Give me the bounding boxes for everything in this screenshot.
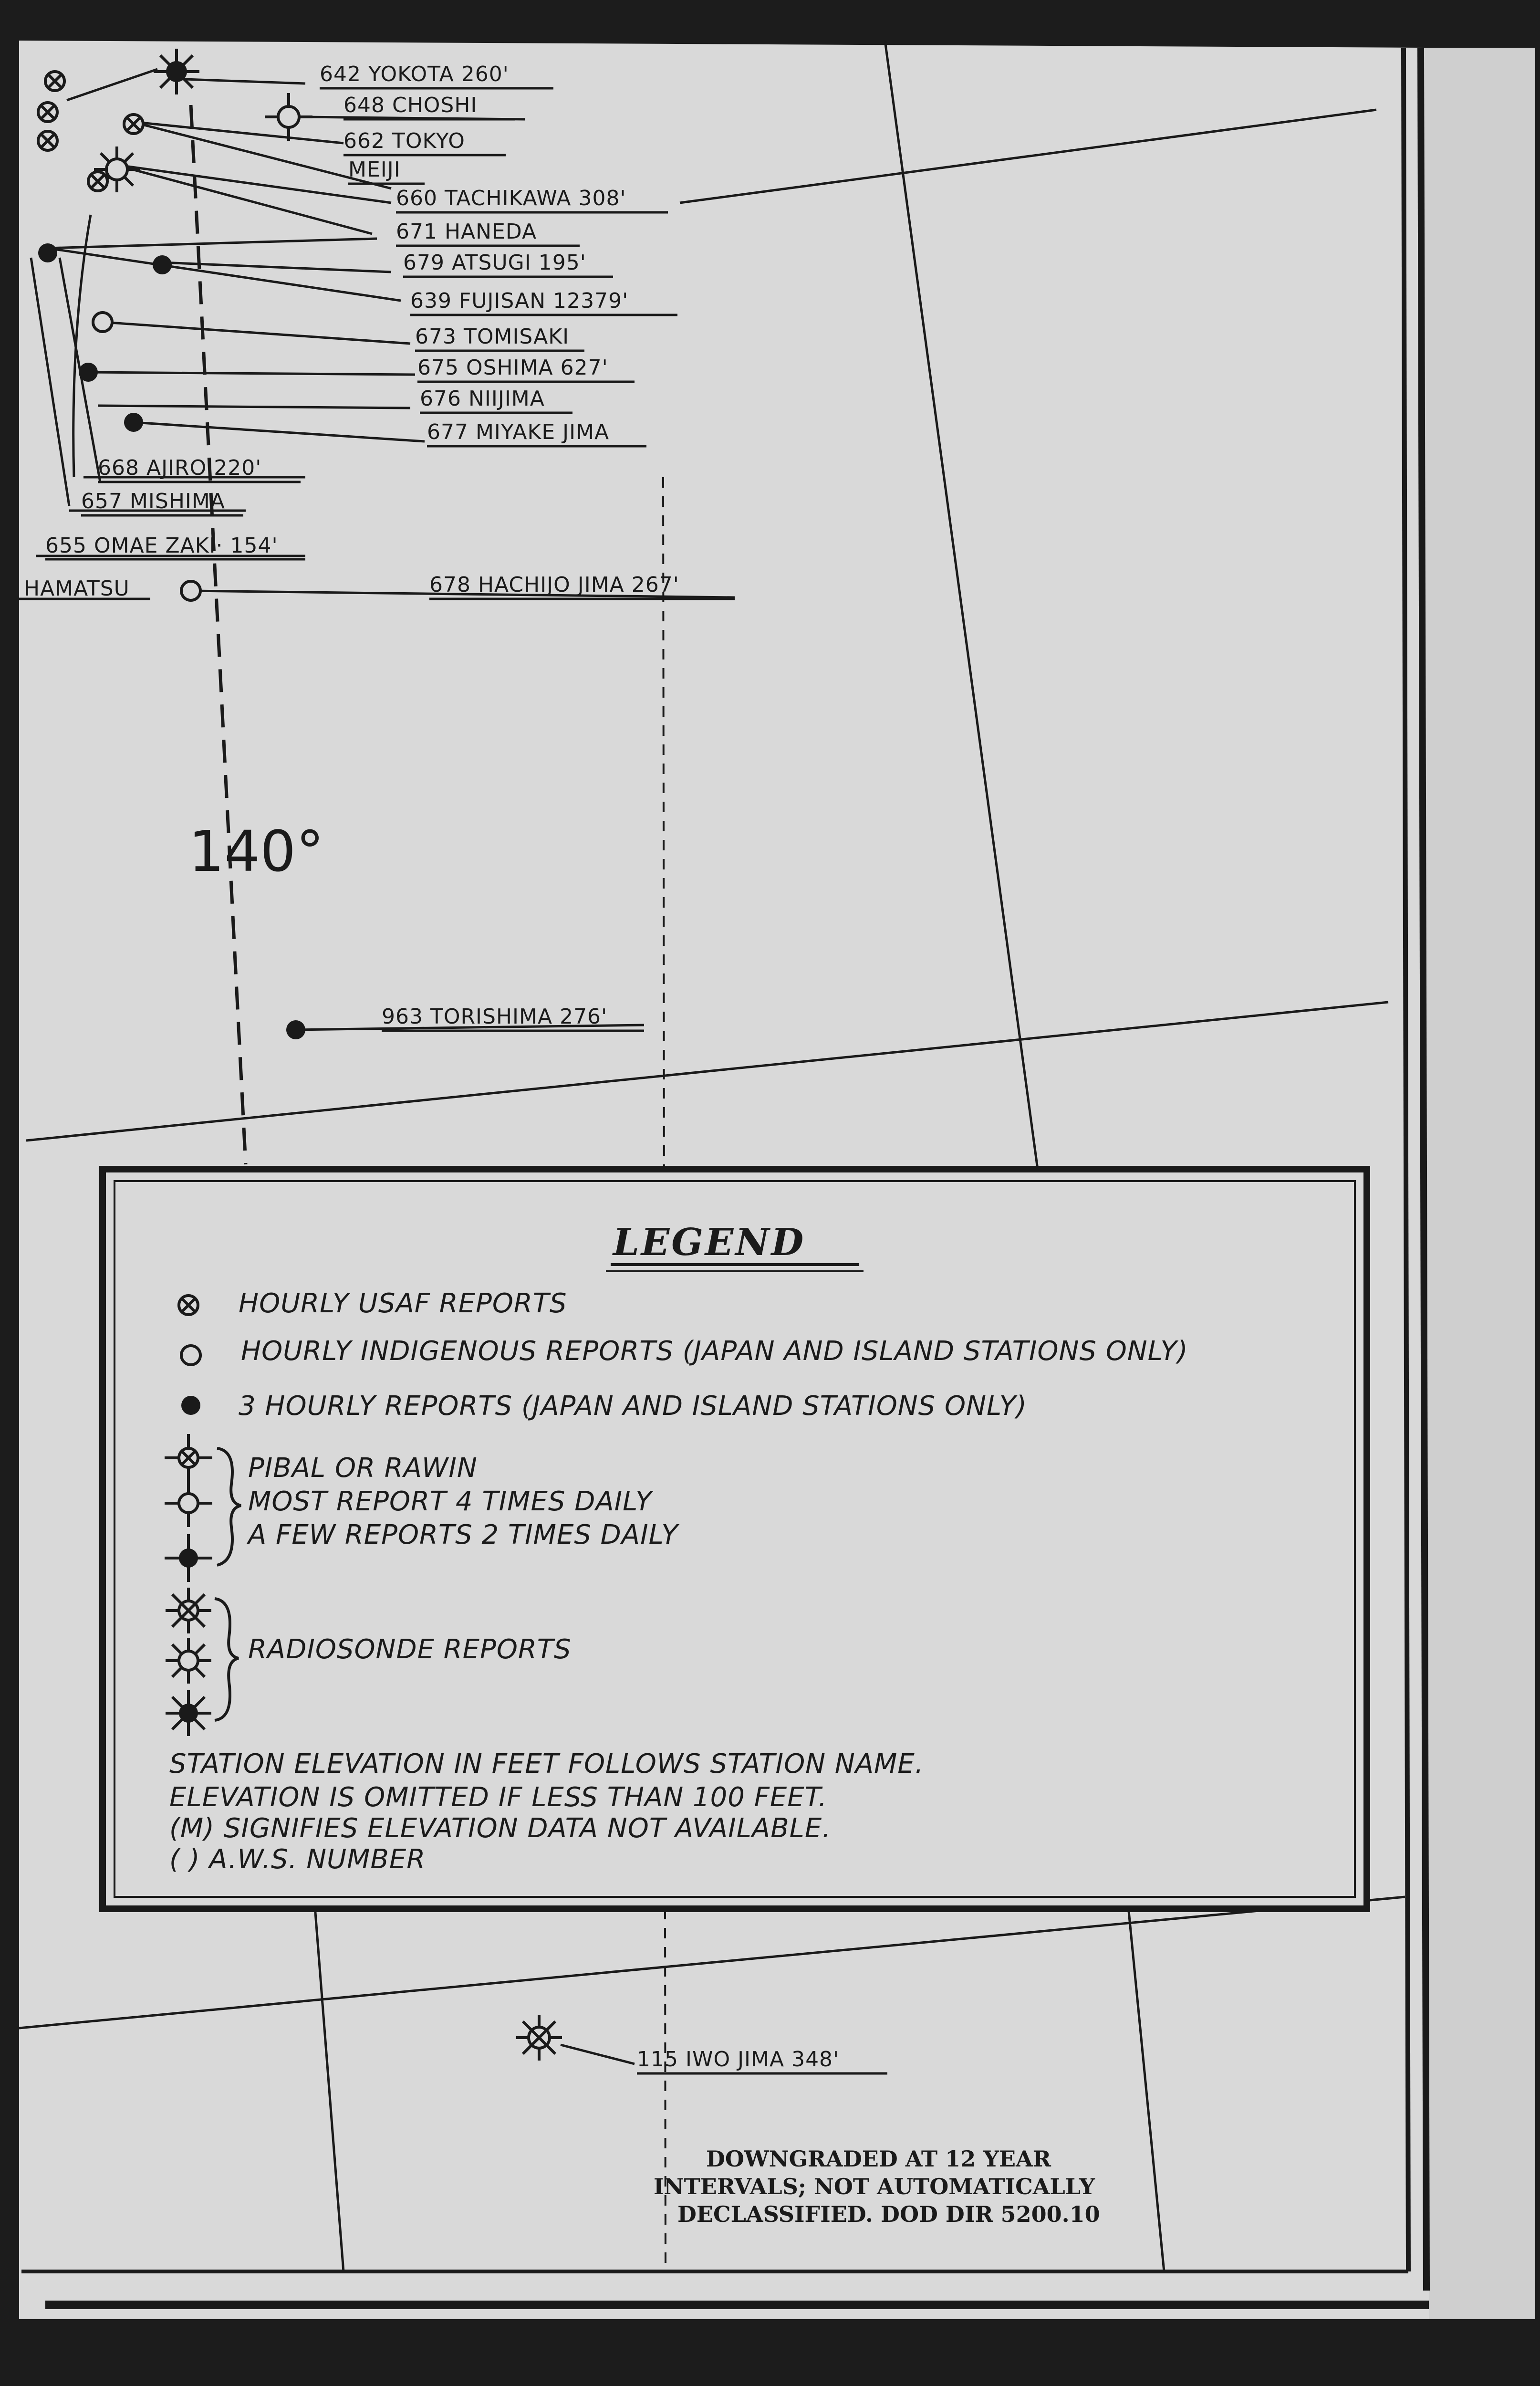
pibal-line-1: PIBAL OR RAWIN <box>248 1453 478 1484</box>
note-line-1: STATION ELEVATION IN FEET FOLLOWS STATION NAME. <box>169 1748 924 1779</box>
station-label: 657 MISHIMA <box>81 489 225 513</box>
station-label: 675 OSHIMA 627' <box>417 356 608 380</box>
radiosonde-icon <box>154 49 199 94</box>
station-label: 115 IWO JIMA 348' <box>637 2047 840 2072</box>
radiosonde-usaf-icon <box>516 2015 562 2061</box>
legend <box>103 1169 1367 1909</box>
station-label: 963 TORISHIMA 276' <box>382 1005 608 1029</box>
legend-title: LEGEND <box>613 1221 806 1264</box>
meridian-label: 140° <box>188 818 324 884</box>
station-label: 668 AJIRO 220' <box>98 456 262 480</box>
station-label: 671 HANEDA <box>396 220 537 244</box>
back-sheet <box>1412 48 1535 2319</box>
station-label: 676 NIIJIMA <box>420 387 545 411</box>
radiosonde-open-legend-icon <box>166 1638 211 1684</box>
radiosonde-filled-legend-icon <box>166 1690 211 1736</box>
stamp-line-1: DOWNGRADED AT 12 YEAR <box>706 2146 1051 2172</box>
station-label: 678 HACHIJO JIMA 267' <box>429 573 679 597</box>
station-label: 662 TOKYO <box>343 129 465 153</box>
legend-3hourly-text: 3 HOURLY REPORTS (JAPAN AND ISLAND STATIONS ONLY) <box>239 1391 1027 1422</box>
radiosonde-usaf-legend-icon <box>166 1588 211 1633</box>
station-label: 655 OMAE ZAKI· 154' <box>45 534 278 558</box>
note-line-3: (M) SIGNIFIES ELEVATION DATA NOT AVAILABLE. <box>169 1813 831 1844</box>
station-label: 677 MIYAKE JIMA <box>427 420 610 444</box>
station-label: 639 FUJISAN 12379' <box>410 289 629 313</box>
station-label: HAMATSU <box>24 576 130 601</box>
station-filled-icon <box>286 1020 305 1039</box>
usaf-station-icon <box>124 115 143 134</box>
station-filled-icon <box>153 255 172 274</box>
filled-legend-icon <box>181 1396 200 1415</box>
station-label: 673 TOMISAKI <box>415 324 570 349</box>
station-filled-icon <box>124 413 143 432</box>
station-filled-icon <box>38 243 57 262</box>
station-open-icon <box>93 313 112 332</box>
usaf-station-icon <box>38 131 57 150</box>
radiosonde-text: RADIOSONDE REPORTS <box>248 1634 572 1665</box>
note-line-4: ( ) A.W.S. NUMBER <box>169 1844 426 1875</box>
stamp-line-2: INTERVALS; NOT AUTOMATICALLY <box>654 2174 1095 2199</box>
legend-indigenous-text: HOURLY INDIGENOUS REPORTS (JAPAN AND ISLAND STATIONS ONLY) <box>241 1336 1188 1367</box>
station-label: 660 TACHIKAWA 308' <box>396 186 626 210</box>
pibal-line-2: MOST REPORT 4 TIMES DAILY <box>248 1486 653 1517</box>
pibal-line-3: A FEW REPORTS 2 TIMES DAILY <box>248 1519 678 1550</box>
left-shadow <box>0 0 19 2386</box>
station-label: 679 ATSUGI 195' <box>403 251 586 275</box>
pibal-usaf-icon <box>45 72 64 91</box>
station-label: MEIJI <box>348 157 401 182</box>
legend-usaf-text: HOURLY USAF REPORTS <box>239 1288 567 1319</box>
station-filled-icon <box>79 363 98 382</box>
station-label: 648 CHOSHI <box>343 93 478 117</box>
station-label: 642 YOKOTA 260' <box>320 62 509 86</box>
station-open-icon <box>181 581 200 600</box>
stamp-line-3: DECLASSIFIED. DOD DIR 5200.10 <box>677 2201 1100 2227</box>
open-legend-icon <box>181 1346 200 1365</box>
usaf-station-icon <box>38 103 57 122</box>
usaf-legend-icon <box>179 1296 198 1315</box>
downgrade-stamp <box>654 2146 1100 2227</box>
usaf-station-icon <box>88 172 107 191</box>
note-line-2: ELEVATION IS OMITTED IF LESS THAN 100 FEET. <box>169 1782 828 1813</box>
